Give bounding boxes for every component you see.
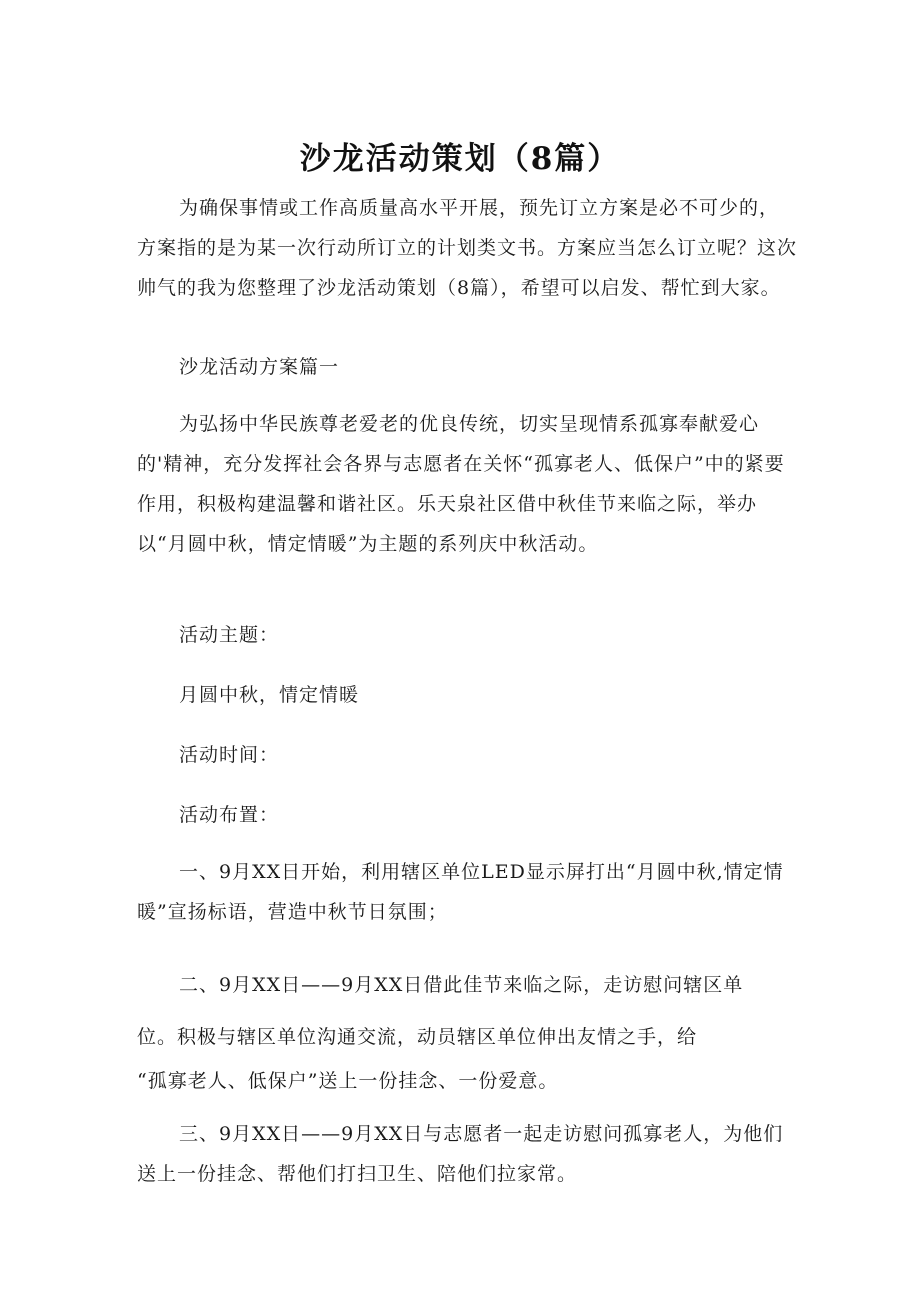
theme-label: 活动主题： bbox=[179, 624, 280, 646]
theme-value: 月圆中秋，情定情暖 bbox=[179, 684, 360, 706]
arrangement-item-2-line-2: 位。积极与辖区单位沟通交流，动员辖区单位伸出友情之手，给 bbox=[137, 1026, 698, 1048]
arrangement-item-3: 三、9月XX日——9月XX日与志愿者一起走访慰问孤寡老人，为他们送上一份挂念、帮他们打扫卫生、陪他们拉家常。 bbox=[137, 1123, 784, 1185]
arrangement-item-2-line-1: 二、9月XX日——9月XX日借此佳节来临之际，走访慰问辖区单 bbox=[179, 974, 744, 996]
intro-paragraph: 为确保事情或工作高质量高水平开展，预先订立方案是必不可少的，方案指的是为某一次行动所订立的计划类文书。方案应当怎么订立呢？这次帅气的我为您整理了沙龙活动策划（8篇），希望可以启发、帮忙到大家。 bbox=[137, 197, 798, 299]
arrangement-item-1: 一、9月XX日开始，利用辖区单位LED显示屏打出“月圆中秋,情定情暖”宣扬标语，营造中秋节日氛围； bbox=[137, 861, 784, 923]
page-title: 沙龙活动策划（8篇） bbox=[299, 140, 621, 177]
arrangement-label: 活动布置： bbox=[179, 804, 280, 826]
arrangement-item-2-line-3: “孤寡老人、低保户”送上一份挂念、一份爱意。 bbox=[137, 1070, 559, 1092]
time-label: 活动时间： bbox=[179, 744, 280, 766]
purpose-paragraph: 为弘扬中华民族尊老爱老的优良传统，切实呈现情系孤寡奉献爱心的'精神，充分发挥社会各界与志愿者在关怀“孤寡老人、低保户”中的紧要作用，积极构建温馨和谐社区。乐天泉社区借中秋佳节来临之际，举办以“月圆中秋，情定情暖”为主题的系列庆中秋活动。 bbox=[137, 413, 785, 555]
section-heading: 沙龙活动方案篇一 bbox=[179, 356, 340, 378]
